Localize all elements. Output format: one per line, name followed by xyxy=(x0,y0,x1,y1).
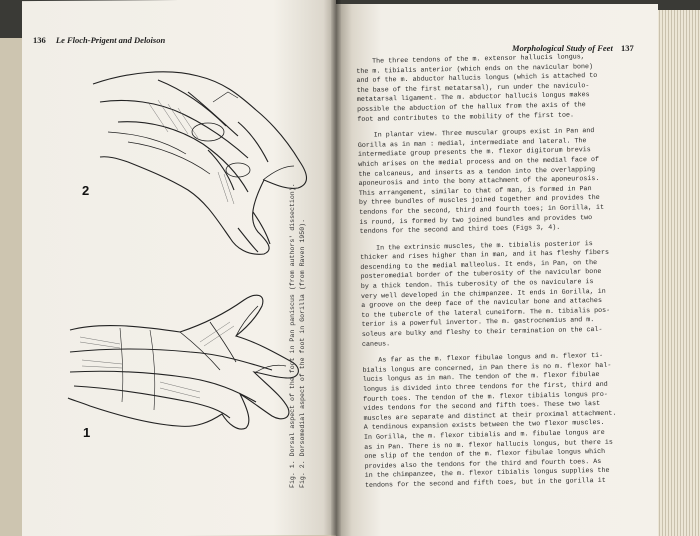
figure-caption xyxy=(286,88,316,488)
paragraph-3: In the extrinsic muscles, the m. tibialis posterior is thicker and rises higher than in man, and it has fleshy fibers descending to the medial malleolus. It ends, in Pan, on the posteromedial border of the tuberosity of the navicular bone by a thick tendon. This tuberosity of the os naviculare is very well developed in the chimpanzee. It ends in Gorilla, in a groove on the deep face of the navicular bone and attaches to the tubercle of the lateral cuneiform. The m. tibialis pos- terior is a powerful invertor. The m. gastrocnemius and m. soleus are bulky and fleshy to their termination on the cal- caneus. xyxy=(359,239,611,349)
left-running-title: Le Floch-Prigent and Deloison xyxy=(55,35,166,45)
figure-1-label: 1 xyxy=(83,425,91,440)
page-edges xyxy=(654,10,700,536)
book-gutter xyxy=(331,0,341,536)
paragraph-1: The three tendons of the m. extensor hallucis longus, the m. tibialis anterior (which ends on the navicular bone) and of the m. abductor hallucis longus (which is attached to the base of the first metatarsal), run under the naviculo- metatarsal ligament. The m. abductor hallucis longus makes possible the abduction of the hallux from the axis of the foot and contributes to the mobility of the first toe. xyxy=(356,53,598,124)
right-page-number: 137 xyxy=(620,43,634,53)
right-page-body xyxy=(356,52,650,498)
figure-2-drawing xyxy=(88,62,318,262)
left-page-number: 136 xyxy=(33,35,46,45)
paragraph-2: In plantar view. Three muscular groups exist in Pan and Gorilla as in man : medial, intermediate and lateral. The intermediate group presents the m. flexor digitorum brevis which arises on the medial process and on the medial face of the calcaneus, and inserts as a tendon into the overlapping aponeurosis and into the bony attachment of the aponeurosis. This arrangement, similar to that of man, is formed in Pan by three bundles of muscles joined together and provides the tendons for the second, third and fourth toes; in Gorilla, it is round, is formed by two joined bundles and provides two tendons for the second and third toes (Figs 3, 4). xyxy=(357,127,605,237)
paragraph-4: As far as the m. flexor fibulae longus and m. flexor ti- bialis longus are concerned, in Pan there is no m. flexor hal- lucis longus as in man. The tendon of the m. flexor fibulae longus is divided into three tendons for the first, third and fourth toes. The tendon of the m. flexor tibialis longus pro- vides tendons for the second and fifth toes. These two last muscles are separate and distinct at their proximal attachment. A tendinous expansion exists between the two flexor muscles. In Gorilla, the m. flexor tibialis and m. fibulae longus are as in Pan. There is no m. flexor hallucis longus, but there is one slip of the tendon of the m. flexor fibulae longus which provides also the tendons for the third and fourth toes. As in the chimpanzee, the m. flexor tibialis longus supplies the tendons for the second and fifth toes, but in the gorilla it xyxy=(362,352,617,490)
right-running-title: Morphological Study of Feet xyxy=(512,43,613,53)
figure-2-label: 2 xyxy=(82,183,90,198)
right-page-header xyxy=(512,43,634,53)
caption-line-1: Fig. 1. Dorsal aspect of the foot in Pan paniscus (from authors' dissection). xyxy=(289,183,296,488)
caption-line-2: Fig. 2. Dorsomedial aspect of the foot in Gorilla (from Raven 1950). xyxy=(298,218,306,488)
left-page-header xyxy=(33,35,165,45)
figure-1-drawing xyxy=(60,282,310,442)
